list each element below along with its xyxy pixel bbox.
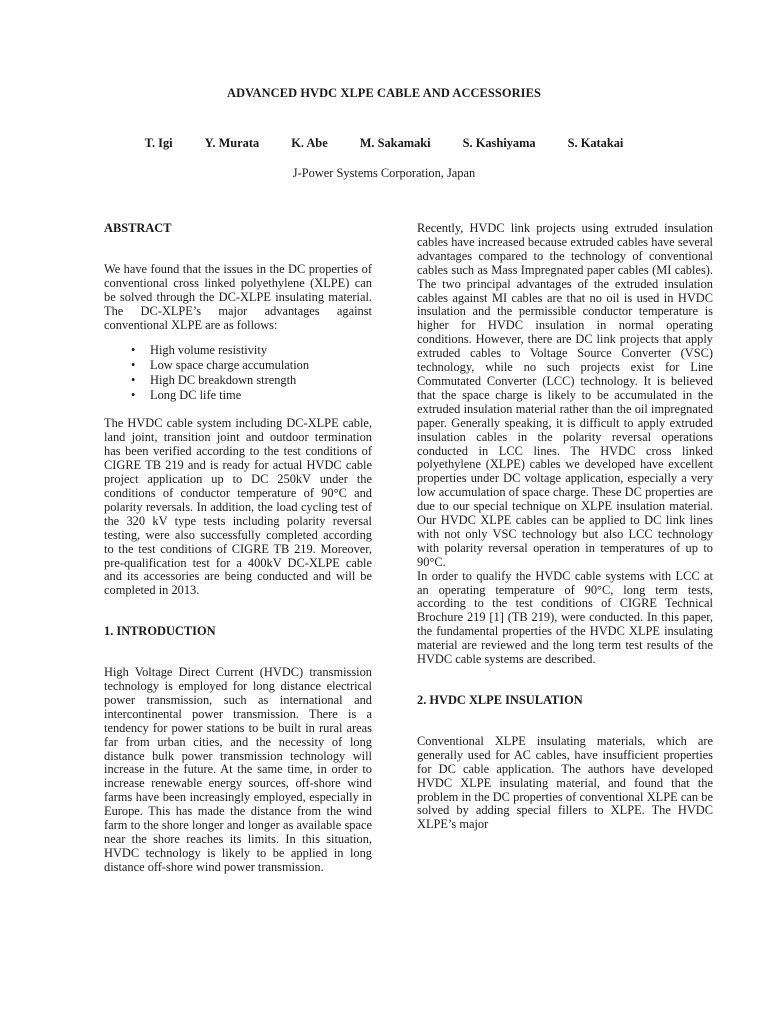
author-name: S. Kashiyama — [462, 136, 536, 150]
author-name: T. Igi — [144, 136, 173, 150]
list-item: • Long DC life time — [104, 388, 372, 403]
author-name: S. Katakai — [567, 136, 624, 150]
list-item: • High volume resistivity — [104, 343, 372, 358]
list-item: • High DC breakdown strength — [104, 373, 372, 388]
affiliation: J-Power Systems Corporation, Japan — [292, 166, 476, 180]
advantages-list — [104, 343, 372, 403]
author-name: Y. Murata — [204, 136, 260, 150]
introduction-heading: 1. INTRODUCTION — [104, 624, 216, 639]
list-item: • Low space charge accumulation — [104, 358, 372, 373]
introduction-paragraph: In order to qualify the HVDC cable systems with LCC at an operating temperature of 90°C, long term tests, according to the test conditions of CIGRE Technical Brochure 219 [1] (TB 219), were conducted. In this paper, the fundamental properties of the HVDC XLPE insulating material are reviewed and the long term test results of the HVDC cable systems are described. — [417, 568, 713, 667]
paper-title: ADVANCED HVDC XLPE CABLE AND ACCESSORIES — [227, 86, 541, 100]
section-2-heading: 2. HVDC XLPE INSULATION — [417, 693, 583, 707]
abstract-paragraph: We have found that the issues in the DC properties of conventional cross linked polyethylene (XLPE) can be solved through the DC-XLPE insulating material. The DC-XLPE’s major advantages against conventional XLPE are as follows: — [104, 261, 372, 332]
abstract-paragraph: The HVDC cable system including DC-XLPE cable, land joint, transition joint and outdoor termination has been verified according to the test conditions of CIGRE TB 219 and is ready for actual HVDC cable project application up to DC 250kV under the conditions of conductor temperature of 90°C and polarity reversals. In addition, the load cycling test of the 320 kV type tests including polarity reversal testing, were also successfully completed according to the test conditions of CIGRE TB 219. Moreover, pre-qualification test for a 400kV DC-XLPE cable and its accessories are being conducted and will be completed in 2013. — [104, 416, 372, 598]
introduction-paragraph: High Voltage Direct Current (HVDC) transmission technology is employed for long distance electrical power transmission, such as international and intercontinental power transmission. There is a tendency for power stations to be built in rural areas far from urban cities, and the necessity of long distance bulk power transmission technology will increase in the future. At the same time, in order to increase renewable energy sources, off-shore wind farms have been increasingly employed, especially in Europe. This has made the distance from the wind farm to the shore longer and longer as available space near the shore reaches its limits. In this situation, HVDC technology is likely to be applied in long distance off-shore wind power transmission. — [104, 665, 372, 874]
section-2-paragraph: Conventional XLPE insulating materials, which are generally used for AC cables, have insufficient properties for DC cable application. The authors have developed HVDC XLPE insulating material, and found that the problem in the DC properties of conventional XLPE can be solved by adding special fillers to XLPE. The HVDC XLPE’s major — [417, 733, 713, 832]
right-column — [417, 222, 713, 832]
introduction-paragraph: Recently, HVDC link projects using extruded insulation cables have increased because extruded cables have several advantages compared to the technology of conventional cables such as Mass Impregnated paper cables (MI cables). The two principal advantages of the extruded insulation cables against MI cables are that no oil is used in HVDC insulation and the permissible conductor temperature is higher for HVDC insulation in normal operating conditions. However, there are DC link projects that apply extruded cables to Voltage Source Converter (VSC) technology, while no such projects exist for Line Commutated Converter (LCC) technology. It is believed that the space charge is likely to be accumulated in the extruded insulation material rather than the oil impregnated paper. Generally speaking, it is difficult to apply extruded insulation cables in the polarity reversal operations conducted in LCC lines. The HVDC cross linked polyethylene (XLPE) cables we developed have excellent properties under DC voltage application, especially a very low accumulation of space charge. These DC properties are due to our special technique on XLPE insulation material. Our HVDC XLPE cables can be applied to DC link lines with not only VSC technology but also LCC technology with polarity reversal operation in temperatures of up to 90°C. — [417, 221, 713, 569]
left-column — [104, 222, 372, 875]
author-list — [0, 136, 768, 151]
abstract-heading: ABSTRACT — [104, 221, 172, 235]
author-name: K. Abe — [291, 136, 328, 150]
author-name: M. Sakamaki — [359, 136, 431, 150]
